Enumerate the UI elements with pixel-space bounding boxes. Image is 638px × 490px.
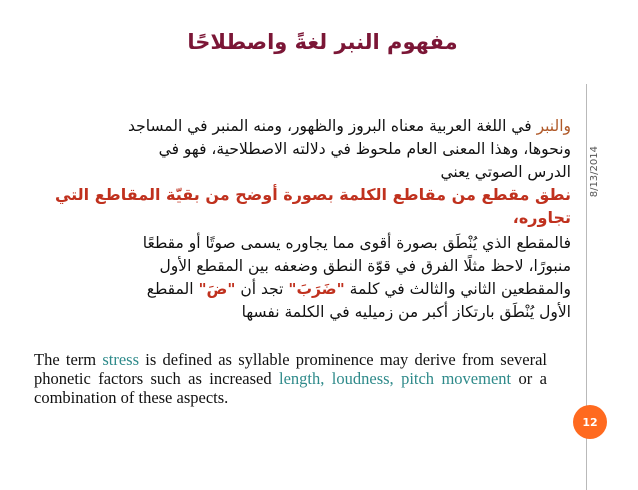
paragraph-line	[26, 138, 571, 161]
english-text: or a combination of these aspects.	[34, 369, 547, 407]
example-word-daraba: "ضَرَبَ"	[288, 280, 345, 298]
paragraph-line: فالمقطع الذي يُنْطَق بصورة أقوى مما يجاوره يسمى صوتًا أو مقطعًا	[142, 234, 571, 252]
keyword-stress: stress	[102, 350, 140, 369]
definition-paragraph-linguistic	[26, 115, 571, 184]
paragraph-line: الأول يُنْطَق بارتكاز أكبر من زميليه في الكلمة نفسها	[241, 303, 571, 321]
paragraph-line	[26, 161, 571, 184]
example-paragraph	[26, 232, 571, 324]
paragraph-line	[26, 115, 571, 138]
keyword-nabr: والنبر	[536, 117, 571, 135]
english-text: The term	[34, 350, 103, 369]
line-text: في اللغة العربية معناه البروز والظهور، ومنه المنبر في المساجد	[128, 117, 537, 135]
slide-title: مفهوم النبر لغةً واصطلاحًا	[187, 30, 458, 54]
page-number-badge: 12	[573, 405, 607, 439]
english-text: is defined as syllable prominence may derive from several phonetic factors such as increased	[34, 350, 547, 388]
highlight-line: تجاوره،	[512, 208, 571, 227]
highlight-line: نطق مقطع من مقاطع الكلمة بصورة أوضح من بقيّة المقاطع التي	[54, 185, 571, 204]
keyword-factors: length, loudness, pitch movement	[279, 369, 512, 388]
slide-date: 8/13/2014	[589, 146, 600, 198]
paragraph-line	[26, 278, 571, 301]
line-text: الدرس الصوتي يعني	[440, 163, 571, 181]
definition-highlight	[26, 183, 571, 229]
example-syllable-da: "ضَ"	[198, 280, 236, 298]
line-text: تجد أن	[235, 280, 289, 298]
line-text: المقطع	[146, 280, 199, 298]
english-definition	[34, 350, 547, 407]
line-text: والمقطعين الثاني والثالث في كلمة	[344, 280, 571, 298]
paragraph-line: منبورًا، لاحظ مثلًا الفرق في قوّة النطق وضعفه بين المقطع الأول	[159, 257, 571, 275]
line-text: ونحوها، وهذا المعنى العام ملحوظ في دلالته الاصطلاحية، فهو في	[158, 140, 571, 158]
